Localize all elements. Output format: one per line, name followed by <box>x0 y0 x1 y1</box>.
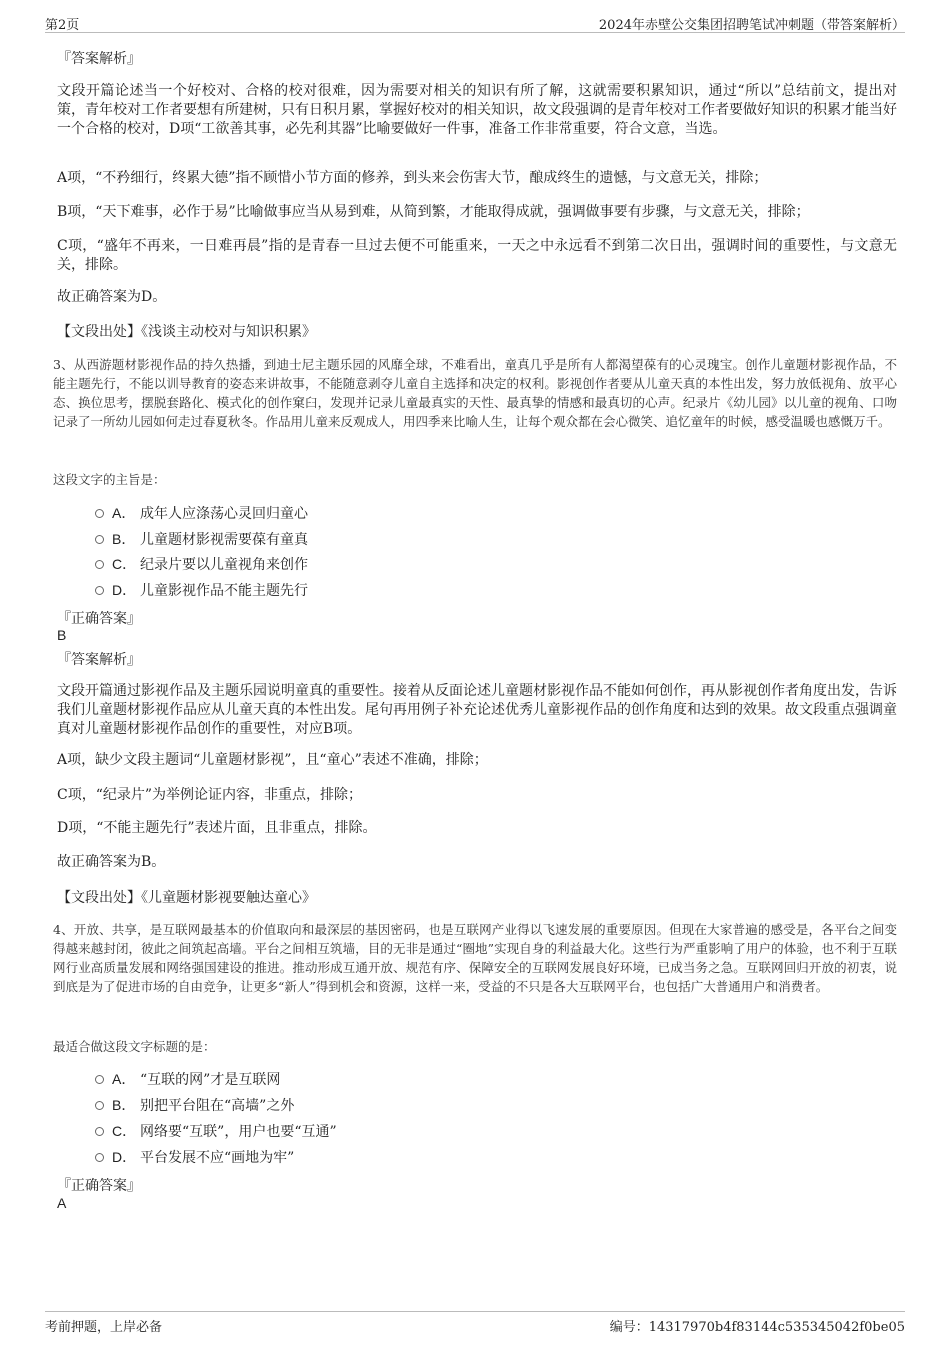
q3-analysis-c: C项，“纪录片”为举例论证内容，非重点，排除； <box>57 787 363 803</box>
q4-option-a-text: “互联的网”才是互联网 <box>140 1072 281 1088</box>
q4-option-b-letter: B． <box>112 1097 136 1113</box>
radio-icon[interactable] <box>95 509 104 518</box>
q2-analysis-main: 文段开篇论述当一个好校对、合格的校对很难，因为需要对相关的知识有所了解，这就需要积累知识，通过“所以”总结前文，提出对策，青年校对工作者要想有所建树，只有日积月累，掌握好校对的相关知识，故文段强调的是青年校对工作者要做好知识的积累才能当好一个合格的校对，D项“工欲善其事，必先利其器”比喻要做好一件事，准备工作非常重要，符合文意，当选。 <box>57 83 897 137</box>
q4-option-b[interactable] <box>95 1094 294 1116</box>
q3-option-b-text: 儿童题材影视需要葆有童真 <box>140 532 308 548</box>
q4-answer-title: 『正确答案』 <box>57 1178 141 1194</box>
q3-option-a[interactable] <box>95 502 308 524</box>
q3-answer: B <box>57 627 67 643</box>
q2-analysis-title: 『答案解析』 <box>57 51 141 67</box>
radio-icon[interactable] <box>95 535 104 544</box>
footer-slogan: 考前押题，上岸必备 <box>45 1320 163 1335</box>
radio-icon[interactable] <box>95 586 104 595</box>
q3-option-c-letter: C． <box>112 556 137 572</box>
q3-option-a-text: 成年人应涤荡心灵回归童心 <box>140 506 308 522</box>
q4-option-d-letter: D． <box>112 1149 137 1165</box>
q4-option-c-text: 网络要“互联”，用户也要“互通” <box>140 1124 337 1140</box>
page-header <box>45 12 905 33</box>
q4-text: 4、开放、共享，是互联网最基本的价值取向和最深层的基因密码，也是互联网产业得以飞速发展的重要原因。但现在大家普遍的感受是，各平台之间变得越来越封闭，彼此之间筑起高墙。平台之间相互筑墙，目的无非是通过“圈地”实现自身的利益最大化。这些行为严重影响了用户的体验，也不利于互联网行业高质量发展和网络强国建设的推进。推动形成互通开放、规范有序、保障安全的互联网发展良好环境，已成当务之急。互联网回归开放的初衷，说到底是为了促进市场的自由竞争，让更多“新人”得到机会和资源，这样一来，受益的不只是各大互联网平台，也包括广大普通用户和消费者。 <box>53 922 897 994</box>
q4-option-d-text: 平台发展不应“画地为牢” <box>140 1150 295 1166</box>
q3-source: 【文段出处】《儿童题材影视要触达童心》 <box>57 890 316 906</box>
q3-option-c[interactable] <box>95 553 308 575</box>
q3-option-c-text: 纪录片要以儿童视角来创作 <box>140 557 308 573</box>
q3-option-b[interactable] <box>95 528 308 550</box>
q2-conclusion: 故正确答案为D。 <box>57 289 167 305</box>
q3-option-a-letter: A． <box>112 505 136 521</box>
document-code: 编号：14317970b4f83144c535345042f0be05 <box>609 1320 905 1335</box>
q3-analysis-main: 文段开篇通过影视作品及主题乐园说明童真的重要性。接着从反面论述儿童题材影视作品不能如何创作，再从影视创作者角度出发，告诉我们儿童题材影视作品应从儿童天真的本性出发。尾句再用例子补充论述优秀儿童影视作品的创作角度和达到的效果。故文段重点强调童真对儿童题材影视作品创作的重要性，对应B项。 <box>57 683 897 737</box>
document-title: 2024年赤壁公交集团招聘笔试冲刺题（带答案解析） <box>598 18 905 33</box>
q2-analysis-a: A项，“不矜细行，终累大德”指不顾惜小节方面的修养，到头来会伤害大节，酿成终生的遗憾，与文意无关，排除； <box>57 170 768 186</box>
radio-icon[interactable] <box>95 1075 104 1084</box>
radio-icon[interactable] <box>95 1153 104 1162</box>
q4-option-a-letter: A． <box>112 1071 136 1087</box>
q4-answer: A <box>57 1195 67 1211</box>
q3-analysis-title: 『答案解析』 <box>57 652 141 668</box>
q4-option-d[interactable] <box>95 1146 294 1168</box>
q3-option-d-letter: D． <box>112 582 137 598</box>
q4-prompt: 最适合做这段文字标题的是： <box>53 1039 216 1054</box>
page-number: 第2页 <box>45 18 80 33</box>
q2-analysis-b: B项，“天下难事，必作于易”比喻做事应当从易到难，从简到繁，才能取得成就，强调做事要有步骤，与文意无关，排除； <box>57 204 810 220</box>
q4-option-b-text: 别把平台阻在“高墙”之外 <box>140 1098 295 1114</box>
q3-text: 3、从西游题材影视作品的持久热播，到迪士尼主题乐园的风靡全球，不难看出，童真几乎是所有人都渴望葆有的心灵瑰宝。创作儿童题材影视作品，不能主题先行，不能以训导教育的姿态来讲故事，不能随意剥夺儿童自主选择和决定的权利。影视创作者要从儿童天真的本性出发，努力放低视角、放平心态、换位思考，摆脱套路化、模式化的创作窠臼，发现并记录儿童最真实的天性、最真挚的情感和最真切的心声。纪录片《幼儿园》以儿童的视角、口吻记录了一所幼儿园如何走过春夏秋冬。作品用儿童来反观成人，用四季来比喻人生，让每个观众都在会心微笑、追忆童年的时候，感受温暖也感慨万千。 <box>53 357 897 429</box>
q3-analysis-d: D项，“不能主题先行”表述片面，且非重点，排除。 <box>57 820 377 836</box>
q4-option-c[interactable] <box>95 1120 337 1142</box>
q3-conclusion: 故正确答案为B。 <box>57 854 166 870</box>
page-footer <box>45 1311 905 1336</box>
radio-icon[interactable] <box>95 560 104 569</box>
q3-option-b-letter: B． <box>112 531 136 547</box>
radio-icon[interactable] <box>95 1101 104 1110</box>
q4-option-c-letter: C． <box>112 1123 137 1139</box>
q2-source: 【文段出处】《浅谈主动校对与知识积累》 <box>57 324 316 340</box>
q3-prompt: 这段文字的主旨是： <box>53 472 166 487</box>
q2-analysis-c: C项，“盛年不再来，一日难再晨”指的是青春一旦过去便不可能重来，一天之中永远看不到第二次日出，强调时间的重要性，与文意无关，排除。 <box>57 238 897 273</box>
q4-option-a[interactable] <box>95 1068 280 1090</box>
q3-answer-title: 『正确答案』 <box>57 611 141 627</box>
q3-option-d[interactable] <box>95 579 308 601</box>
q3-option-d-text: 儿童影视作品不能主题先行 <box>140 583 308 599</box>
q3-analysis-a: A项，缺少文段主题词“儿童题材影视”，且“童心”表述不准确，排除； <box>57 752 488 768</box>
radio-icon[interactable] <box>95 1127 104 1136</box>
